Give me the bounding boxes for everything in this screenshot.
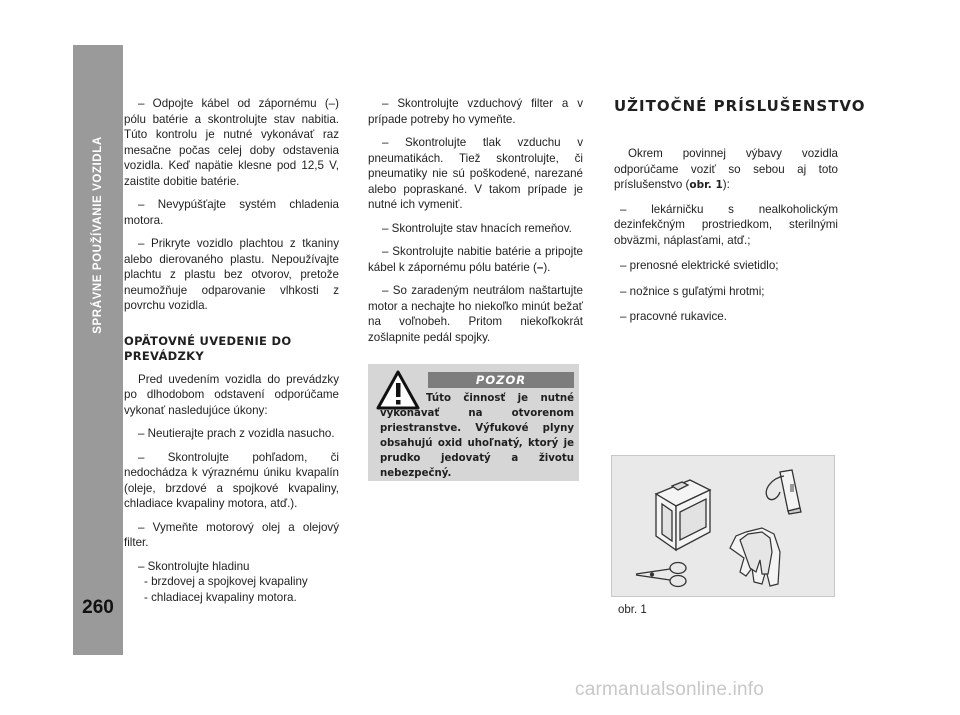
paragraph xyxy=(368,244,583,275)
figure-caption: obr. 1 xyxy=(618,604,647,616)
side-bar xyxy=(73,45,123,655)
column-left xyxy=(124,96,339,605)
section-title: SPRÁVNE POUŽÍVANIE VOZIDLA xyxy=(92,136,104,334)
list-item: – prenosné elektrické svietidlo; xyxy=(620,259,779,272)
list-item: – lekárničku s nealkoholickým dezinfekčným prostriedkom, sterilnými obväzmi, náplasťami, atď.; xyxy=(614,202,838,247)
figure-reference: obr. 1 xyxy=(689,179,723,191)
paragraph: – Skontrolujte tlak vzduchu v pneumatikách. Tiež skontrolujte, či pneumatiky nie sú poškodené, narezané alebo popraskané. V takom prípade je nutné ich vymeniť. xyxy=(368,136,583,211)
paragraph: – Skontrolujte stav hnacích remeňov. xyxy=(382,221,572,235)
warning-box xyxy=(368,364,579,481)
first-aid-kit-icon xyxy=(656,480,710,550)
warning-label: POZOR xyxy=(428,372,574,388)
list-item: – pracovné rukavice. xyxy=(620,310,727,323)
paragraph: – Skontrolujte vzduchový filter a v prípade potreby ho vymeňte. xyxy=(368,97,583,126)
text-run: Okrem povinnej výbavy vozidla odporúčame voziť so sebou aj toto príslušenstvo ( xyxy=(614,147,838,191)
accessories-illustration xyxy=(612,456,834,596)
watermark: carmanualsonline.info xyxy=(575,679,765,700)
text-run: ). xyxy=(543,260,551,274)
minus-symbol: – xyxy=(536,260,544,274)
text-run: – Skontrolujte nabitie batérie a pripojte kábel k zápornému pólu batérie ( xyxy=(368,245,583,274)
flashlight-icon xyxy=(766,470,801,514)
work-gloves-icon xyxy=(730,528,780,586)
paragraph: – Skontrolujte pohľadom, či nedochádza k výraznému úniku kvapalín (oleje, brzdové a spojkové kvapaliny, chladiace kvapaliny motora, atď.). xyxy=(124,450,339,510)
paragraph xyxy=(614,146,838,194)
scissors-icon xyxy=(636,563,686,587)
paragraph: – Nevypúšťajte systém chladenia motora. xyxy=(124,198,339,227)
paragraph: – So zaradeným neutrálom naštartujte motor a nechajte ho niekoľko minút bežať na voľnobeh. Pritom niekoľkokrát zošlapnite pedál spojky. xyxy=(368,284,583,344)
text-run: ): xyxy=(722,178,730,191)
paragraph: – Odpojte kábel od zápornému (–) pólu batérie a skontrolujte stav nabitia. Túto kontrolu je nutné vykonávať raz mesačne počas celej doby odstavenia vozidla. Keď napätie klesne pod 12,5 V, zaistite dobitie batérie. xyxy=(124,97,339,188)
section-heading: OPÄTOVNÉ UVEDENIE DO PREVÁDZKY xyxy=(124,333,292,363)
paragraph: – Prikryte vozidlo plachtou z tkaniny alebo dierovaného plastu. Nepoužívajte plachtu z plastu bez otvorov, pretože neumožňuje odparovanie vlhkosti z povrchu vozidla. xyxy=(124,237,339,312)
list-item: – nožnice s guľatými hrotmi; xyxy=(620,284,765,298)
accessories-figure xyxy=(611,455,835,597)
warning-text: Túto činnosť je nutné vykonávať na otvorenom priestranstve. Výfukové plyny obsahujú oxid uhoľnatý, ktorý je prudko jedovatý a životu nebezpečný. xyxy=(380,393,574,479)
column-middle xyxy=(368,96,583,353)
column-right xyxy=(614,146,838,335)
paragraph: – Vymeňte motorový olej a olejový filter. xyxy=(124,520,339,549)
sub-item: - brzdovej a spojkovej kvapaliny xyxy=(144,575,308,588)
sub-item: - chladiacej kvapaliny motora. xyxy=(144,590,297,604)
paragraph: – Neutierajte prach z vozidla nasucho. xyxy=(138,427,335,440)
page-heading: UŽITOČNÉ PRÍSLUŠENSTVO xyxy=(614,97,866,115)
paragraph: – Skontrolujte hladinu xyxy=(138,559,250,573)
page-number: 260 xyxy=(82,597,114,618)
paragraph: Pred uvedením vozidla do prevádzky po dlhodobom odstavení odporúčame vykonať nasledujúce úkony: xyxy=(124,372,339,417)
